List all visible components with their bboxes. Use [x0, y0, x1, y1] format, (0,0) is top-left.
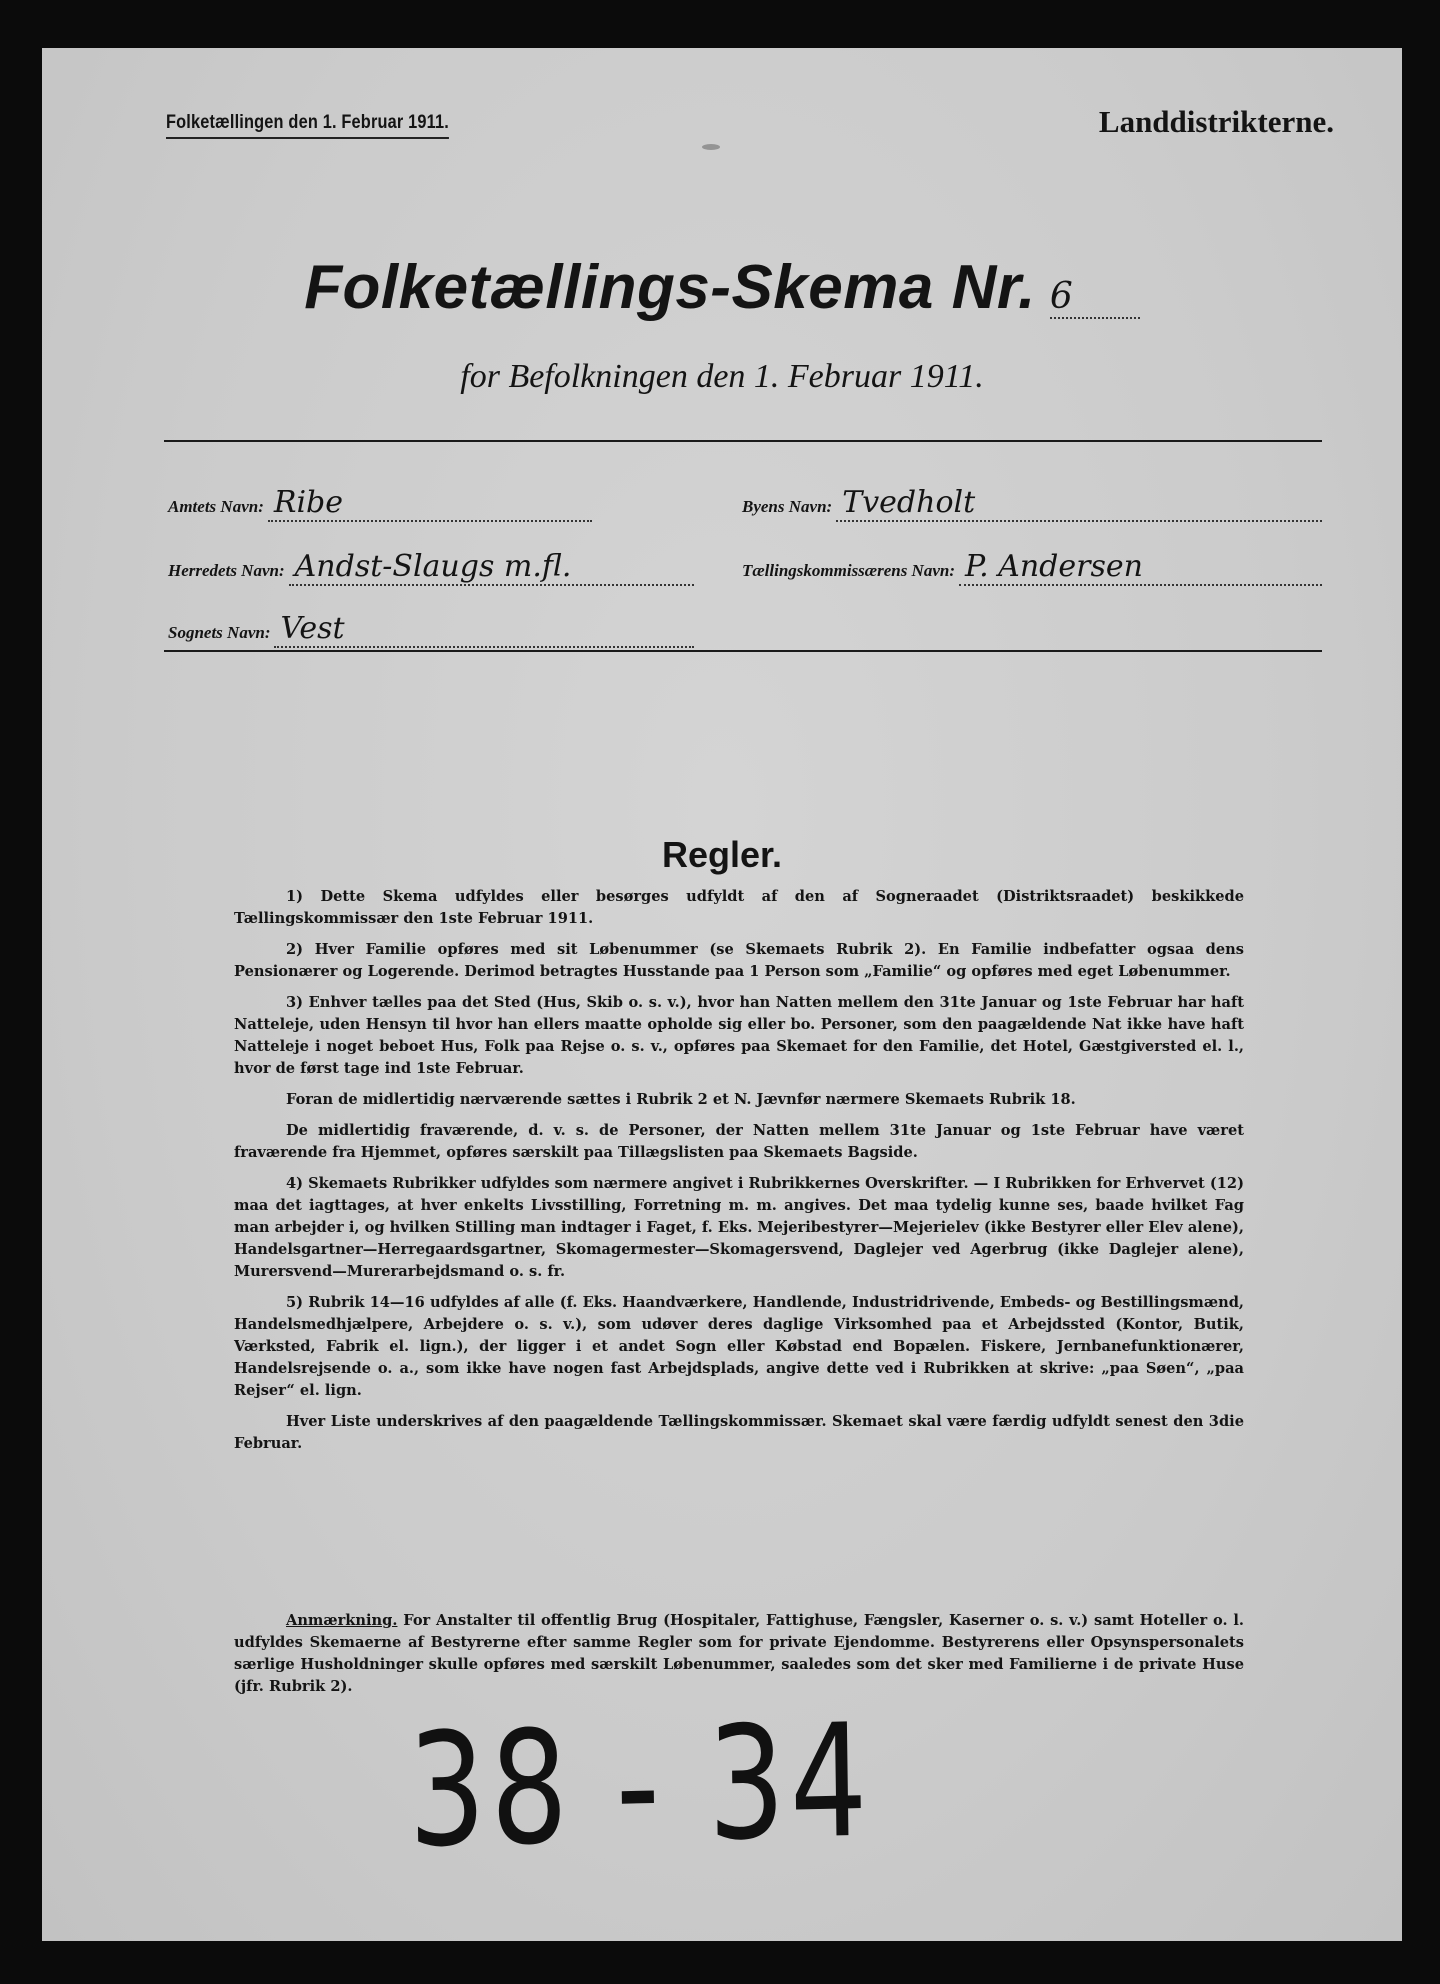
field-label: Amtets Navn:: [168, 497, 264, 516]
sogn-value: Vest: [274, 612, 694, 648]
rule-paragraph: 3) Enhver tælles paa det Sted (Hus, Skib o. s. v.), hvor han Natten mellem den 31te Januar og 1ste Februar har haft Natteleje, uden Hensyn til hvor han ellers maatte opholde sig eller bo. Personer, som den paagældende Nat ikke have haft Natteleje i noget beboet Hus, Folk paa Rejse o. s. v., opføres paa Skemaet for den Familie, det Hotel, Gæstgiversted el. l., hvor de først tage ind 1ste Februar.: [234, 994, 1244, 1077]
note-label: Anmærkning.: [286, 1612, 398, 1629]
rules-heading: Regler.: [661, 834, 783, 875]
field-herred: [168, 550, 694, 586]
top-divider: [164, 440, 1322, 442]
rule-paragraph: De midlertidig fraværende, d. v. s. de Personer, der Natten mellem 31te Januar og 1ste Februar have været fraværende fra Hjemmet, opføres særskilt paa Tillægslisten paa Skemaets Bagside.: [234, 1122, 1244, 1161]
rule-paragraph: Foran de midlertidig nærværende sættes i Rubrik 2 et N. Jævnfør nærmere Skemaets Rubrik 18.: [286, 1091, 1076, 1108]
form-title-row: [42, 252, 1402, 323]
note-text: For Anstalter til offentlig Brug (Hospitaler, Fattighuse, Fængsler, Kaserner o. s. v.) samt Hoteller o. l. udfyldes Skemaerne af Bestyrerne efter samme Regler som for private Ejendomme. Bestyrerens eller Opsynspersonalets særlige Husholdninger skulle opføres med særskilt Løbenummer, saaledes som det sker med Familierne i de private Huse (jfr. Rubrik 2).: [234, 1612, 1244, 1695]
byen-value: Tvedholt: [836, 486, 1322, 522]
form-title: Folketællings-Skema Nr.: [304, 253, 1036, 322]
rule-paragraph: 2) Hver Familie opføres med sit Løbenummer (se Skemaets Rubrik 2). En Familie indbefatter ogsaa dens Pensionærer og Logerende. Derimod betragtes Husstande paa 1 Person som „Familie“ og opføres med eget Løbenummer.: [234, 941, 1244, 980]
amt-value: Ribe: [268, 486, 592, 522]
form-number: 6: [1050, 276, 1140, 319]
district-type-header: Landdistrikterne.: [1098, 104, 1334, 139]
field-label: Sognets Navn:: [168, 623, 271, 642]
field-label: Byens Navn:: [742, 497, 833, 516]
herred-value: Andst-Slaugs m.fl.: [289, 550, 694, 586]
form-subtitle: for Befolkningen den 1. Februar 1911.: [460, 358, 984, 395]
field-sogn: [168, 612, 694, 648]
rule-paragraph: Hver Liste underskrives af den paagældende Tællingskommissær. Skemaet skal være færdig udfyldt senest den 3die Februar.: [234, 1413, 1244, 1452]
field-byen: [742, 486, 1322, 522]
rule-paragraph: 5) Rubrik 14—16 udfyldes af alle (f. Eks. Haandværkere, Handlende, Industridrivende, Embeds- og Bestillingsmænd, Handelsmedhjælpere, Arbejdere o. s. v.), som udøver deres daglige Virksomhed paa et Arbejdssted (Kontor, Butik, Værksted, Fabrik el. lign.), der ligger i et andet Sogn eller Købstad end Bopælen. Fiskere, Jernbanefunktionærer, Handelsrejsende o. a., som ikke have nogen fast Arbejdsplads, angive dette ved i Rubrikken at skrive: „paa Søen“, „paa Rejser“ el. lign.: [234, 1294, 1244, 1399]
rule-paragraph: 4) Skemaets Rubrikker udfyldes som nærmere angivet i Rubrikkernes Overskrifter. — I Rubrikken for Erhvervet (12) maa det iagttages, at hver enkelts Livsstilling, Forretning m. m. angives. Det maa tydelig kunne ses, baade hvilket Fag man arbejder i, og hvilken Stilling man indtager i Faget, f. Eks. Mejeribestyrer—Mejerielev (ikke Bestyrer eller Elev alene), Handelsgartner—Herregaardsgartner, Skomagermester—Skomagersvend, Daglejer ved Agerbrug (ikke Daglejer alene), Murersvend—Murerarbejdsmand o. s. fr.: [234, 1175, 1244, 1280]
field-amt: [168, 486, 592, 522]
bottom-divider: [164, 650, 1322, 652]
rules-body: [234, 886, 1244, 1464]
census-date-header: Folketællingen den 1. Februar 1911.: [166, 112, 449, 139]
field-label: Herredets Navn:: [168, 561, 285, 580]
annotation-note: [234, 1610, 1244, 1698]
field-label: Tællingskommissærens Navn:: [742, 561, 955, 580]
ink-mark: [702, 144, 720, 150]
handwritten-archive-number: 38 - 34: [407, 1689, 874, 1882]
rule-paragraph: 1) Dette Skema udfyldes eller besørges udfyldt af den af Sogneraadet (Distriktsraadet) beskikkede Tællingskommissær den 1ste Februar 1911.: [234, 888, 1244, 927]
census-form-page: [42, 48, 1402, 1941]
field-kommissaer: [742, 550, 1322, 586]
kommissaer-value: P. Andersen: [959, 550, 1322, 586]
form-subtitle-row: [42, 358, 1402, 396]
